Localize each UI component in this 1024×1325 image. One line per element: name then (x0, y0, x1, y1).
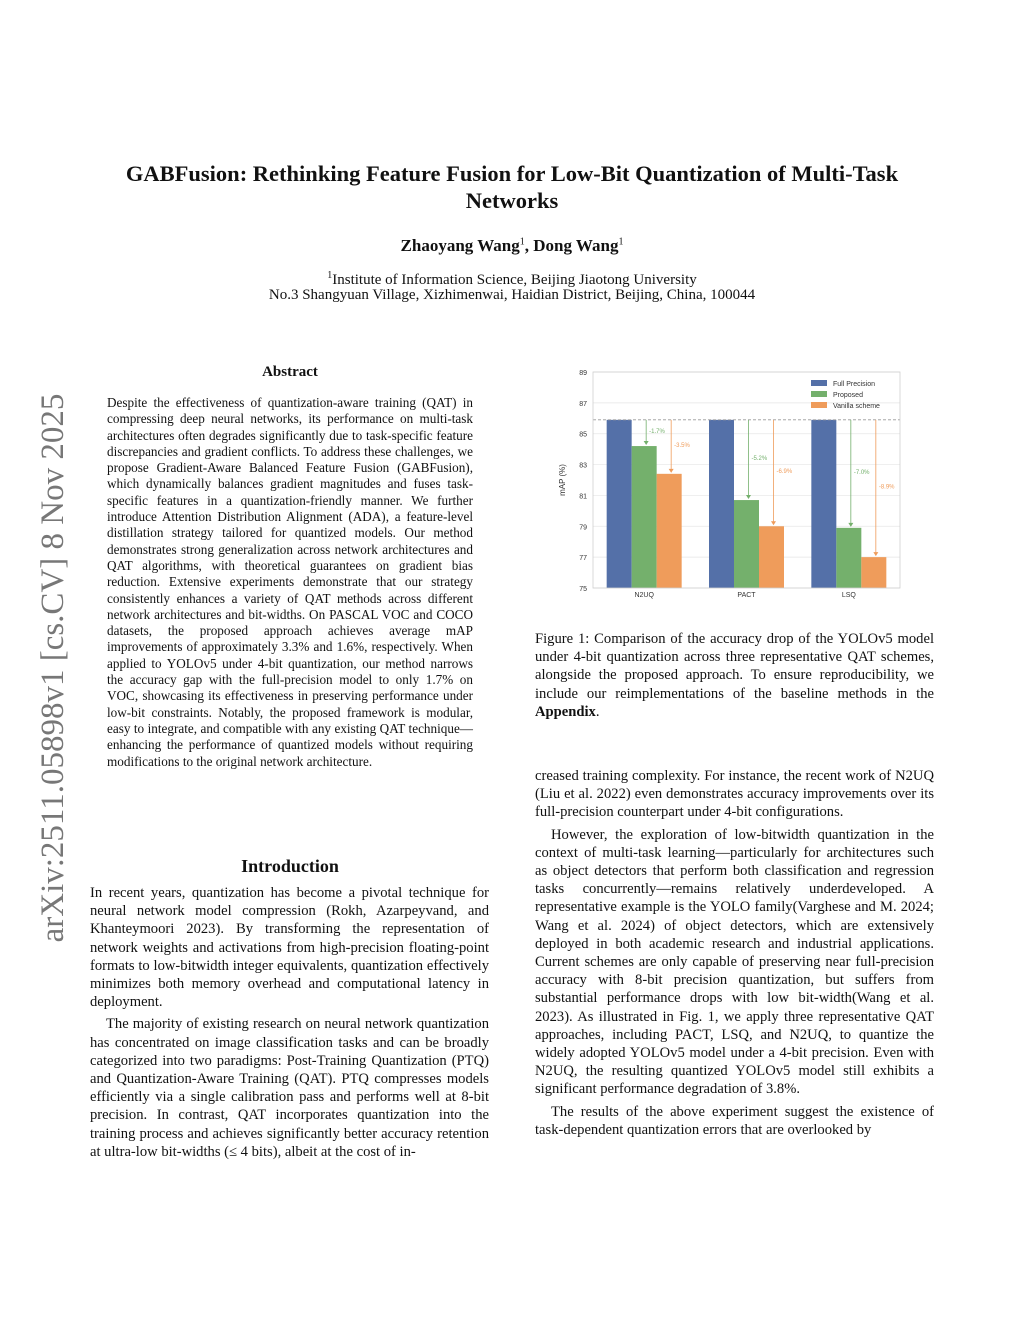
legend-swatch (811, 380, 827, 386)
y-tick-label: 87 (579, 400, 587, 408)
caption-text: Figure 1: Comparison of the accuracy drop of the YOLOv5 model under 4-bit quantization across three representative QAT schemes, alongside the proposed approach. To ensure reproducibility, we include our reimplementations of the baseline methods in the (535, 631, 934, 702)
left-column-body (90, 884, 489, 1161)
legend-label: Proposed (833, 392, 863, 399)
y-tick-label: 79 (579, 524, 587, 532)
author-name: Zhaoyang Wang (400, 236, 520, 255)
bar-vanilla-scheme-pact (759, 526, 784, 588)
figure-caption (535, 630, 934, 721)
bar-vanilla-scheme-lsq (861, 557, 886, 588)
y-tick-label: 81 (579, 493, 587, 501)
affiliation-marker: 1 (327, 270, 333, 281)
right-paragraph-1: creased training complexity. For instance, the recent work of N2UQ (Liu et al. 2022) even demonstrates accuracy improvements over its full-precision counterpart under 4-bit configurations. (535, 768, 934, 821)
y-tick-label: 77 (579, 555, 587, 563)
affiliation-name: Institute of Information Science, Beijing Jiaotong University (332, 272, 697, 288)
drop-annotation: -3.5% (674, 442, 690, 449)
bar-full-precision-lsq (811, 420, 836, 588)
y-tick-label: 75 (579, 586, 587, 593)
x-tick-label: N2UQ (634, 592, 654, 599)
caption-end: . (595, 703, 600, 720)
drop-annotation: -7.0% (853, 469, 870, 476)
author-list (0, 236, 1024, 256)
author-name: Dong Wang (533, 236, 619, 255)
bar-proposed-pact (734, 500, 759, 588)
caption-bold-appendix: Appendix (535, 703, 596, 720)
y-tick-label: 89 (579, 370, 587, 377)
affiliation-marker: 1 (618, 236, 624, 248)
drop-annotation: -8.9% (878, 484, 895, 491)
drop-annotation: -1.7% (649, 428, 665, 435)
y-tick-label: 83 (579, 462, 587, 470)
y-axis-label: mAP (%) (558, 464, 567, 496)
right-paragraph-3: The results of the above experiment suggest the existence of task-dependent quantization errors that are overlooked by (535, 1103, 934, 1138)
affiliation-line-2: No.3 Shangyuan Village, Xizhimenwai, Haidian District, Beijing, China, 100044 (268, 287, 756, 303)
legend-label: Vanilla scheme (833, 403, 880, 410)
x-tick-label: LSQ (841, 592, 856, 599)
intro-paragraph-2: The majority of existing research on neural network quantization has concentrated on image classification tasks and can be broadly categorized into two paradigms: Post-Training Quantization (PTQ) and Quantization-Aware Training (QAT). PTQ compresses models efficiently via a single calibration pass and performs well at 8-bit precision. In contrast, QAT incorporates quantization into the training process and achieves significantly better accuracy retention at ultra-low bit-widths (≤ 4 bits), albeit at the cost of in- (90, 1016, 489, 1160)
paper-title: GABFusion: Rethinking Feature Fusion for Low-Bit Quantization of Multi-Task Networks (125, 161, 899, 213)
legend-swatch (811, 391, 827, 397)
legend-label: Full Precision (833, 381, 876, 388)
author-separator: , (524, 236, 534, 255)
right-paragraph-2: However, the exploration of low-bitwidth quantization in the context of multi-task learning—particularly for architectures such as object detectors that perform both classification and regression tasks concurrently—remains relatively underdeveloped. A representative example is the YOLO family(Varghese and M. 2024; Wang et al. 2024) of object detectors, which are extensively deployed in both academic research and industrial applications. Current schemes are only capable of preserving near full-precision accuracy with 8-bit precision quantization, but suffers from substantial performance drops with low bit-width(Wang et al. 2023). As illustrated in Fig. 1, we apply three representative QAT approaches, including PACT, LSQ, and N2UQ, to quantize the widely adopted YOLOv5 model under a 4-bit precision. Even with N2UQ, the resulting quantized YOLOv5 model still exhibits a significant performance degradation of 3.8%. (535, 826, 934, 1098)
introduction-heading: Introduction (241, 856, 339, 876)
bar-vanilla-scheme-n2uq (657, 474, 682, 588)
drop-annotation: -5.2% (751, 455, 768, 462)
bar-proposed-n2uq (632, 446, 657, 588)
bar-full-precision-n2uq (607, 420, 632, 588)
bar-proposed-lsq (836, 528, 861, 588)
affiliation-marker: 1 (519, 236, 525, 248)
abstract-text: Despite the effectiveness of quantization-aware training (QAT) in compressing deep neural networks, its performance on multi-task architectures often degrades significantly due to task-specific feature discrepancies and gradient conflicts. To address these challenges, we propose Gradient-Aware Balanced Feature Fusion (GABFusion), which dynamically balances gradient magnitudes and fuses task-specific features in a quantization-friendly manner. We further introduce Attention Distribution Alignment (ADA), a feature-level distillation strategy tailored for quantized models. Our method demonstrates strong generalization across network architectures and QAT algorithms, with theoretical guarantees on gradient bias reduction. Extensive experiments demonstrate that our strategy consistently enhances a variety of QAT methods across different network architectures and bit-widths. On PASCAL VOC and COCO datasets, the proposed approach achieves average mAP improvements of approximately 3.3% and 1.6%, respectively. When applied to YOLOv5 under 4-bit quantization, our method narrows the accuracy gap with the full-precision model to only 1.7% on VOC, showcasing its effectiveness in preserving performance under low-bit constraints. Notably, the proposed framework is modular, easy to integrate, and compatible with any existing QAT technique—enhancing the performance of quantized models without requiring modifications to the original network architecture. (107, 395, 473, 769)
right-column-body (535, 767, 934, 1139)
abstract-heading: Abstract (262, 364, 318, 380)
x-tick-label: PACT (737, 592, 756, 599)
intro-paragraph-1: In recent years, quantization has become a pivotal technique for neural network model compression (Rokh, Azarpeyvand, and Khanteymoori 2023). By transforming the representation of network weights and activations from high-precision floating-point formats to low-bitwidth integer equivalents, quantization effectively minimizes both memory overhead and computational latency in deployment. (90, 885, 489, 1011)
bar-full-precision-pact (709, 420, 734, 588)
drop-annotation: -6.9% (776, 469, 793, 476)
y-tick-label: 85 (579, 431, 587, 439)
accuracy-bar-chart (555, 362, 915, 612)
arxiv-identifier: arXiv:2511.05898v1 [cs.CV] 8 Nov 2025 (35, 393, 71, 943)
legend-swatch (811, 402, 827, 408)
